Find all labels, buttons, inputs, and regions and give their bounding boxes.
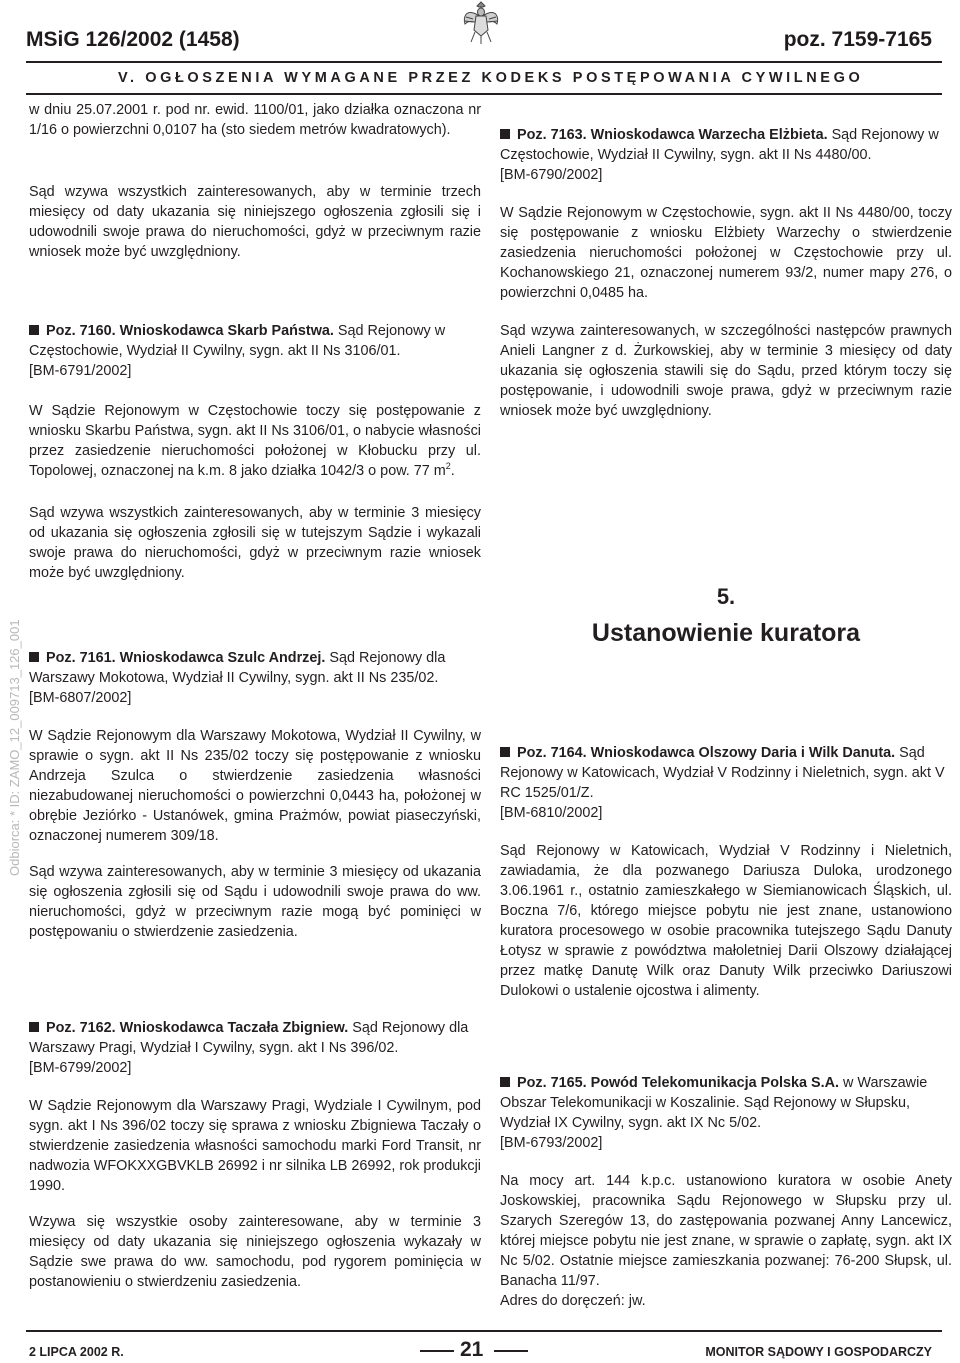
entry-7165 xyxy=(500,1073,952,1311)
positions-range-label: poz. 7159-7165 xyxy=(783,28,932,51)
entry-body-text: W Sądzie Rejonowym w Częstochowie toczy się postępowanie z wniosku Skarbu Państwa, sygn. akt II Ns 3106/01, o nabycie własności przez zasiedzenie nieruchomości położonej w Kłobucku przy ul. Topolowej, oznaczonej na k.m. 8 jako działka 1042/3 o pow. 77 m xyxy=(29,403,481,479)
section-heading-title: Ustanowienie kuratora xyxy=(591,619,861,647)
section-rule xyxy=(26,93,942,95)
entry-body-paragraph: Sąd Rejonowy w Katowicach, Wydział V Rodzinny i Nieletnich, zawiadamia, że dla pozwanego Dariusza Duloka, urodzonego 3.06.1961 r., ostatnio zamieszkałego w Siemianowicach Śląskich, ul. Boczna 7/6, którego miejsce pobytu nie jest znane, ustanowiono kuratora procesowego w osobie pracownika tutejszego Sądu Danuty Łotysz w sprawie z powództwa małoletniej Darii Olszowy działającej przez matkę Danutę Wilk oraz Danuty Wilk przeciwko Dariuszowi Dulokowi o ustalenie ojcostwa i alimenty. xyxy=(500,843,952,999)
bullet-square-icon xyxy=(29,652,39,662)
footer-rule xyxy=(26,1330,942,1332)
entry-address-line: Adres do doręczeń: jw. xyxy=(500,1293,646,1309)
section-number: 5. xyxy=(716,584,736,609)
entry-summons-paragraph: Sąd wzywa zainteresowanych, aby w terminie 3 miesięcy od ukazania się ogłoszenia zgłosili się od Sądu i udowodnili swoje prawa do ww. nieruchomości, gdyż w przeciwnym razie mogą być pominięci w postępowaniu o stwierdzenie zasiedzenia. xyxy=(29,864,481,940)
continuation-paragraph: w dniu 25.07.2001 r. pod nr. ewid. 1100/01, jako działka oznaczona nr 1/16 o powierzchni 0,0107 ha (sto siedem metrów kwadratowych). xyxy=(29,102,481,138)
continuation-summons-paragraph: Sąd wzywa wszystkich zainteresowanych, aby w terminie trzech miesięcy od daty ukazania się niniejszego ogłoszenia zgłosili się i udowodnili swoje prawa do nieruchomości, gdyż w przeciwnym razie wniosek może być uwzględniony. xyxy=(29,184,481,260)
journal-issue-label: MSiG 126/2002 (1458) xyxy=(26,28,240,51)
entry-summons-paragraph: Sąd wzywa zainteresowanych, w szczególności następców prawnych Anieli Langner z d. Żurkowskiej, aby w terminie 3 miesięcy od daty ukazania się ogłoszenia stawili się do Sądu, przed którym toczy się postępowanie, i udowodnili swoje prawa, gdyż w przeciwnym razie wniosek może być uwzględniony. xyxy=(500,323,952,419)
bullet-square-icon xyxy=(500,129,510,139)
page-number: 21 xyxy=(460,1338,484,1361)
entry-position: Poz. 7162. Wnioskodawca Taczała Zbigniew. xyxy=(46,1020,349,1036)
entry-7164 xyxy=(500,743,952,1001)
entry-body-paragraph: W Sądzie Rejonowym dla Warszawy Mokotowa, Wydział II Cywilny, w sprawie o sygn. akt II Ns 235/02 toczy się postępowanie z wniosku Andrzeja Szulca o stwierdzenie zasiedzenia własności niezabudowanej nieruchomości o powierzchni 0,0443 ha, położonej w obrębie Jeziórko - Ustanówek, gmina Prażmów, powiat piaseczyński, oznaczonej numerem 309/18. xyxy=(29,728,481,844)
continuation-summons xyxy=(29,182,481,262)
page-number-dash-left xyxy=(420,1350,454,1352)
recipient-id-watermark: Odbiorca: * ID: ZAMO_12_009713_126_001 xyxy=(7,619,22,876)
entry-7161 xyxy=(29,648,481,942)
entry-7160 xyxy=(29,321,481,583)
entry-ref: [BM-6790/2002] xyxy=(500,167,603,183)
entry-ref: [BM-6791/2002] xyxy=(29,363,132,379)
entry-heading xyxy=(29,648,481,688)
entry-heading xyxy=(500,125,952,165)
superscript: 2 xyxy=(445,461,451,472)
entry-position: Poz. 7165. Powód Telekomunikacja Polska S.A. xyxy=(517,1075,840,1091)
publication-name: MONITOR SĄDOWY I GOSPODARCZY xyxy=(705,1345,932,1359)
issue-date: 2 LIPCA 2002 R. xyxy=(29,1345,124,1359)
entry-court: Sąd Rejonowy w Katowicach, Wydział V Rodzinny i Nieletnich, sygn. akt V RC 1525/01/Z. xyxy=(500,745,945,801)
bullet-square-icon xyxy=(29,325,39,335)
section-5-heading xyxy=(500,583,952,649)
entry-body-end: . xyxy=(450,463,455,479)
section-title: V. OGŁOSZENIA WYMAGANE PRZEZ KODEKS POSTĘPOWANIA CYWILNEGO xyxy=(118,70,864,86)
entry-7163 xyxy=(500,125,952,421)
entry-7162 xyxy=(29,1018,481,1292)
polish-eagle-emblem-icon xyxy=(461,0,501,46)
entry-heading xyxy=(500,1073,952,1133)
entry-body-paragraph: W Sądzie Rejonowym dla Warszawy Pragi, Wydziale I Cywilnym, pod sygn. akt I Ns 396/02 toczy się sprawa z wniosku Zbigniewa Taczały o stwierdzenie zasiedzenia własności samochodu marki Ford Transit, nr nadwozia WFOKXXGBVKLB 26992 i nr silnika LB 26992, rok produkcji 1990. xyxy=(29,1098,481,1194)
entry-position: Poz. 7164. Wnioskodawca Olszowy Daria i Wilk Danuta. xyxy=(517,745,896,761)
entry-position: Poz. 7161. Wnioskodawca Szulc Andrzej. xyxy=(46,650,326,666)
entry-ref: [BM-6793/2002] xyxy=(500,1135,603,1151)
entry-heading xyxy=(500,743,952,803)
header-rule xyxy=(26,61,942,63)
entry-summons-paragraph: Wzywa się wszystkie osoby zainteresowane, aby w terminie 3 miesięcy od daty ukazania się niniejszego ogłoszenia wykazały w Sądzie swe prawa do ww. samochodu, pod rygorem pominięcia w postanowieniu o stwierdzeniu zasiedzenia. xyxy=(29,1214,481,1290)
entry-heading xyxy=(29,321,481,361)
entry-position: Poz. 7160. Wnioskodawca Skarb Państwa. xyxy=(46,323,334,339)
entry-heading xyxy=(29,1018,481,1058)
page-number-dash-right xyxy=(494,1350,528,1352)
entry-court: Sąd Rejonowy w Częstochowie, Wydział II Cywilny, sygn. akt II Ns 3106/01. xyxy=(29,323,446,359)
entry-court: Sąd Rejonowy dla Warszawy Mokotowa, Wydział II Cywilny, sygn. akt II Ns 235/02. xyxy=(29,650,446,686)
bullet-square-icon xyxy=(500,747,510,757)
entry-ref: [BM-6799/2002] xyxy=(29,1060,132,1076)
entry-body-paragraph: Na mocy art. 144 k.p.c. ustanowiono kuratora w osobie Anety Joskowskiej, pracownika Sądu Rejonowego w Słupsku przy ul. Szarych Szeregów 13, do zastępowania pozwanej Anny Lancewicz, której miejsce pobytu nie jest znane, w sprawie o zapłatę, sygn. akt IX Nc 5/02. Ostatnie miejsce zamieszkania pozwanej: 76-200 Słupsk, ul. Banacha 11/97. xyxy=(500,1173,952,1289)
bullet-square-icon xyxy=(29,1022,39,1032)
entry-body-paragraph xyxy=(29,401,481,481)
entry-court: w Warszawie Obszar Telekomunikacji w Koszalinie. Sąd Rejonowy w Słupsku, Wydział IX Cywilny, sygn. akt IX Nc 5/02. xyxy=(500,1075,928,1131)
entry-summons-paragraph: Sąd wzywa wszystkich zainteresowanych, aby w terminie 3 miesięcy od ukazania się ogłoszenia zgłosili się w tutejszym Sądzie i wykazali swoje prawa do nieruchomości, gdyż w przeciwnym razie wniosek może być uwzględniony. xyxy=(29,505,481,581)
entry-position: Poz. 7163. Wnioskodawca Warzecha Elżbieta. xyxy=(517,127,828,143)
entry-ref: [BM-6807/2002] xyxy=(29,690,132,706)
entry-ref: [BM-6810/2002] xyxy=(500,805,603,821)
entry-court: Sąd Rejonowy dla Warszawy Pragi, Wydział I Cywilny, sygn. akt I Ns 396/02. xyxy=(29,1020,469,1056)
entry-court: Sąd Rejonowy w Częstochowie, Wydział II Cywilny, sygn. akt II Ns 4480/00. xyxy=(500,127,939,163)
bullet-square-icon xyxy=(500,1077,510,1087)
entry-body-paragraph: W Sądzie Rejonowym w Częstochowie, sygn. akt II Ns 4480/00, toczy się postępowanie z wniosku Elżbiety Warzechy o stwierdzenie zasiedzenia nieruchomości położonej w Częstochowie przy ul. Kochanowskiego 21, oznaczonej numerem 93/2, numer mapy 276, o powierzchni 0,0485 ha. xyxy=(500,205,952,301)
continuation-block xyxy=(29,100,481,140)
